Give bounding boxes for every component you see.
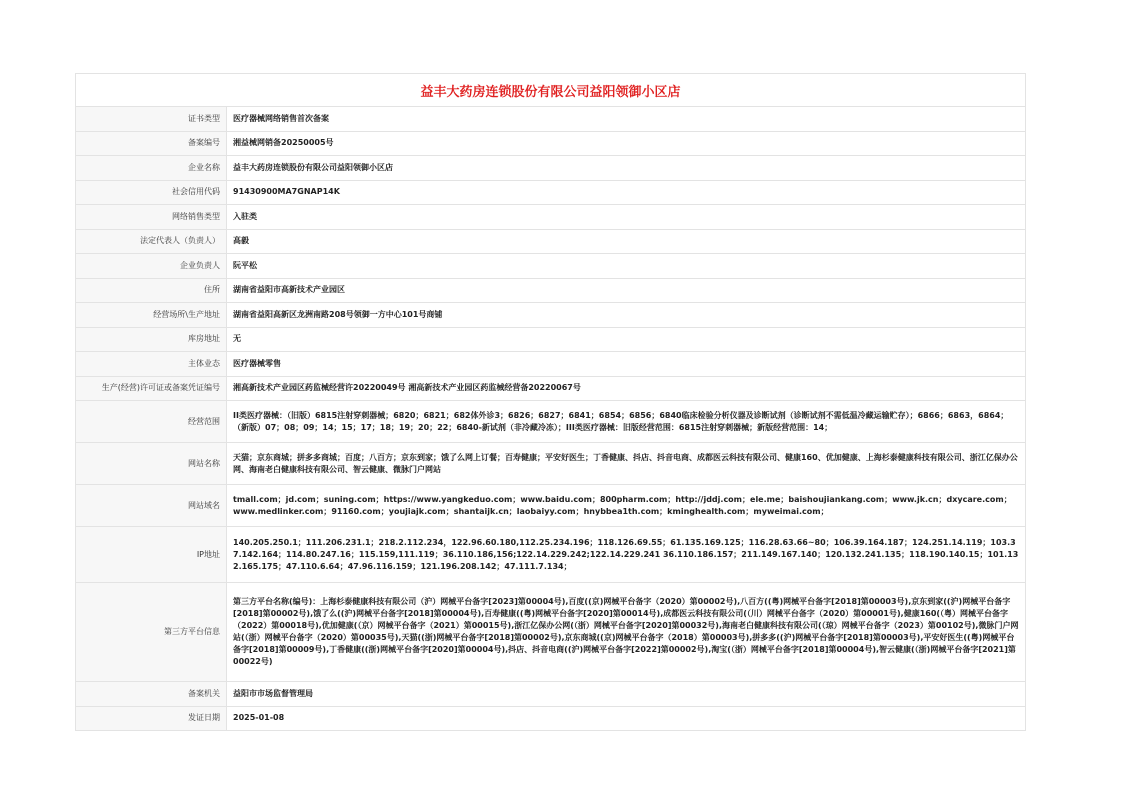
- row-warehouse-address: [76, 327, 1026, 352]
- label-issue-date: 发证日期: [76, 706, 227, 731]
- value-sales-type: 入驻类: [227, 205, 1026, 230]
- label-warehouse-address: 库房地址: [76, 327, 227, 352]
- value-company-name: 益丰大药房连锁股份有限公司益阳领御小区店: [227, 156, 1026, 181]
- label-third-party: 第三方平台信息: [76, 583, 227, 682]
- row-ip-addresses: [76, 527, 1026, 583]
- row-residence: [76, 278, 1026, 303]
- label-record-number: 备案编号: [76, 131, 227, 156]
- row-legal-rep: [76, 229, 1026, 254]
- row-business-scope: [76, 401, 1026, 443]
- row-credit-code: [76, 180, 1026, 205]
- label-residence: 住所: [76, 278, 227, 303]
- label-website-domains: 网站域名: [76, 485, 227, 527]
- value-ip-addresses: 140.205.250.1；111.206.231.1；218.2.112.234，122.96.60.180,112.25.234.196；118.126.69.55；61.135.169.125；116.28.63.66~80；106.39.164.187；124.251.14.119；103.37.142.164；114.80.247.16；115.159,111.119；36.110.186,156;122.14.229.242;122.14.229.241 36.110.186.157；211.149.167.140；120.132.241.135；118.190.140.15；101.132.165.175；47.110.6.64；47.96.116.159；121.196.208.142；47.111.7.134；: [227, 527, 1026, 583]
- value-business-format: 医疗器械零售: [227, 352, 1026, 377]
- value-website-domains: tmall.com；jd.com；suning.com；https://www.yangkeduo.com；www.baidu.com；800pharm.com；http://jddj.com；ele.me；baishoujiankang.com；www.jk.cn；dxycare.com；www.medlinker.com；91160.com；youjiajk.com；shantaijk.cn；laobaiyy.com；hnybbea1th.com；kminghealth.com；myweimai.com；: [227, 485, 1026, 527]
- label-company-name: 企业名称: [76, 156, 227, 181]
- value-third-party: 第三方平台名称(编号)：上海杉泰健康科技有限公司（沪）网械平台备字[2023]第00004号),百度((京)网械平台备字（2020）第00002号),八百方((粤)网械平台备字[2018]第00003号),京东到家((沪)网械平台备字[2018]第00002号),饿了么((沪)网械平台备字[2018]第00004号),百寿健康((粤)网械平台备字[2020]第00014号),成都医云科技有限公司(（川）网械平台备字（2020）第00001号),健康160(（粤）网械平台备字（2022）第00018号),优加健康(（京）网械平台备字（2021）第00015号),浙江亿保办公网(（浙）网械平台备字[2020]第00032号),海南老白健康科技有限公司(（琼）网械平台备字（2023）第00102号),微脉门户网站(（浙）网械平台备字（2020）第00035号),天猫((浙)网械平台备字[2018]第00002号),京东商城((京)网械平台备字（2018）第00003号),拼多多((沪)网械平台备字[2018]第00003号),平安好医生((粤)网械平台备字[2018]第00009号),丁香健康((浙)网械平台备字[2020]第00004号),抖店、抖音电商((沪)网械平台备字[2022]第00002号),淘宝(（浙）网械平台备字[2018]第00004号),智云健康(（浙)网械平台备字[2021]第00022号): [227, 583, 1026, 682]
- row-company-head: [76, 254, 1026, 279]
- row-website-domains: [76, 485, 1026, 527]
- label-filing-authority: 备案机关: [76, 682, 227, 707]
- value-cert-type: 医疗器械网络销售首次备案: [227, 107, 1026, 132]
- value-legal-rep: 高毅: [227, 229, 1026, 254]
- row-third-party: [76, 583, 1026, 682]
- value-credit-code: 91430900MA7GNAP14K: [227, 180, 1026, 205]
- label-cert-type: 证书类型: [76, 107, 227, 132]
- label-website-names: 网站名称: [76, 443, 227, 485]
- record-sheet: [75, 73, 1026, 731]
- label-business-format: 主体业态: [76, 352, 227, 377]
- row-business-format: [76, 352, 1026, 377]
- row-issue-date: [76, 706, 1026, 731]
- label-legal-rep: 法定代表人（负责人）: [76, 229, 227, 254]
- value-website-names: 天猫；京东商城；拼多多商城；百度；八百方；京东到家；饿了么网上订餐；百寿健康；平安好医生；丁香健康、抖店、抖音电商、成都医云科技有限公司、健康160、优加健康、上海杉泰健康科技有限公司、浙江亿保办公网、海南老白健康科技有限公司、智云健康、微脉门户网站: [227, 443, 1026, 485]
- row-cert-type: [76, 107, 1026, 132]
- row-filing-authority: [76, 682, 1026, 707]
- value-business-address: 湖南省益阳高新区龙洲南路208号领御一方中心101号商铺: [227, 303, 1026, 328]
- value-business-scope: II类医疗器械：（旧版）6815注射穿刺器械；6820；6821；682体外诊3；6826；6827；6841；6854；6856；6840临床检验分析仪器及诊断试剂（诊断试剂不需低温冷藏运输贮存）；6866；6863，6864；（新版）07；08；09；14；15；17；18；19；20；22；6840-新试剂（非冷藏冷冻）；III类医疗器械：旧版经营范围：6815注射穿刺器械；新版经营范围：14；: [227, 401, 1026, 443]
- value-company-head: 阮平松: [227, 254, 1026, 279]
- label-ip-addresses: IP地址: [76, 527, 227, 583]
- label-business-scope: 经营范围: [76, 401, 227, 443]
- label-license-number: 生产(经营)许可证或备案凭证编号: [76, 376, 227, 401]
- row-business-address: [76, 303, 1026, 328]
- label-business-address: 经营场所\生产地址: [76, 303, 227, 328]
- value-license-number: 湘高新技术产业园区药监械经营许20220049号 湘高新技术产业园区药监械经营备20220067号: [227, 376, 1026, 401]
- record-table: [75, 106, 1026, 731]
- row-company-name: [76, 156, 1026, 181]
- row-sales-type: [76, 205, 1026, 230]
- value-issue-date: 2025-01-08: [227, 706, 1026, 731]
- value-record-number: 湘益械网销备20250005号: [227, 131, 1026, 156]
- row-record-number: [76, 131, 1026, 156]
- value-residence: 湖南省益阳市高新技术产业园区: [227, 278, 1026, 303]
- label-sales-type: 网络销售类型: [76, 205, 227, 230]
- row-license-number: [76, 376, 1026, 401]
- page-title: 益丰大药房连锁股份有限公司益阳领御小区店: [75, 73, 1026, 106]
- label-company-head: 企业负责人: [76, 254, 227, 279]
- value-filing-authority: 益阳市市场监督管理局: [227, 682, 1026, 707]
- label-credit-code: 社会信用代码: [76, 180, 227, 205]
- value-warehouse-address: 无: [227, 327, 1026, 352]
- row-website-names: [76, 443, 1026, 485]
